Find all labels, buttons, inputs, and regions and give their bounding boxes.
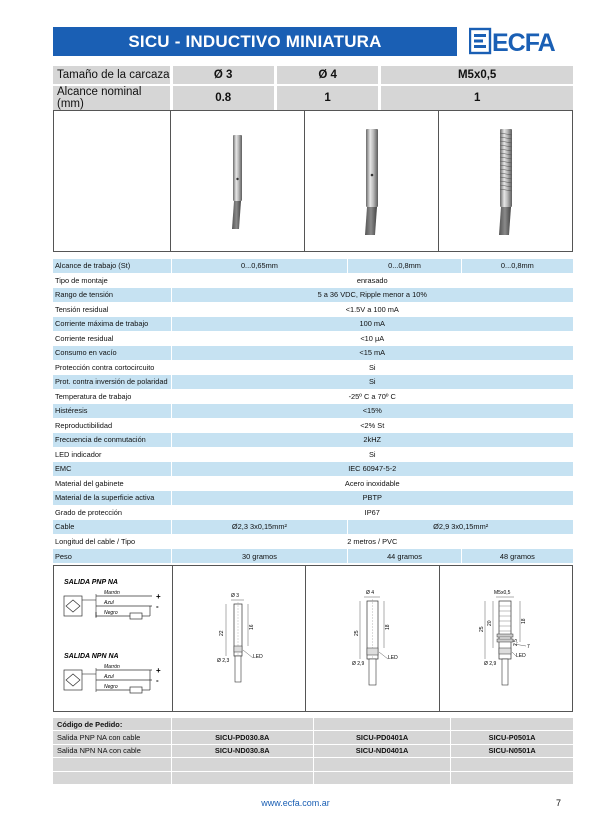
led-label: LED xyxy=(253,654,263,660)
spec-value: <10 μA xyxy=(171,331,573,346)
spec-value: IEC 60947-5-2 xyxy=(171,462,573,477)
dim-diameter-top: M5x0,5 xyxy=(493,590,511,596)
spec-value: PBTP xyxy=(171,491,573,506)
spec-row xyxy=(53,418,573,433)
led-label: LED xyxy=(388,655,399,661)
sensor-m5-image xyxy=(439,111,572,251)
order-empty-cell xyxy=(53,771,171,784)
spec-label: Peso xyxy=(53,549,171,564)
order-empty-cell xyxy=(171,718,313,731)
page-number: 7 xyxy=(556,798,562,808)
order-empty-cell xyxy=(313,758,450,771)
pnp-minus: - xyxy=(156,602,159,611)
spec-value: 2kHZ xyxy=(171,433,573,448)
dim-diameter-top: Ø 4 xyxy=(366,590,375,596)
dim-length-4: 2,5 xyxy=(512,639,519,646)
spec-label: Corriente máxima de trabajo xyxy=(53,317,171,332)
photo-sensor-4mm xyxy=(304,111,438,251)
spec-label: Temperatura de trabajo xyxy=(53,389,171,404)
dim-length-2: 16 xyxy=(249,624,255,630)
spec-label: Material del gabinete xyxy=(53,476,171,491)
spec-label: LED indicador xyxy=(53,447,171,462)
range-value: 0.8 xyxy=(171,85,275,111)
spec-value: Acero inoxidable xyxy=(171,476,573,491)
spec-label: Cable xyxy=(53,520,171,535)
order-code: SICU-N0501A xyxy=(451,744,573,757)
range-row xyxy=(53,85,573,111)
spec-row xyxy=(53,491,573,506)
npn-wire-black: Negro xyxy=(104,684,118,690)
spec-value: Si xyxy=(171,375,573,390)
order-empty-cell xyxy=(313,718,450,731)
spec-label: Rango de tensión xyxy=(53,288,171,303)
spec-row xyxy=(53,288,573,303)
order-code: SICU-P0501A xyxy=(451,731,573,744)
npn-wire-blue: Azul xyxy=(104,674,114,680)
size-value: Ø 3 xyxy=(171,66,275,85)
size-value: M5x0,5 xyxy=(380,66,573,85)
order-heading: Código de Pedido: xyxy=(53,718,171,731)
spec-row xyxy=(53,317,573,332)
pnp-plus: + xyxy=(156,592,161,601)
spec-row xyxy=(53,346,573,361)
spec-row xyxy=(53,259,573,274)
npn-title: SALIDA NPN NA xyxy=(64,653,119,660)
ecfa-logo-text: ECFA xyxy=(492,29,555,55)
order-empty-cell xyxy=(313,771,450,784)
photo-sensor-3mm xyxy=(170,111,304,251)
spec-value: 0...0,8mm xyxy=(461,259,573,274)
size-row-label: Tamaño de la carcaza xyxy=(53,66,171,85)
pnp-title: SALIDA PNP NA xyxy=(64,579,118,586)
order-empty-cell xyxy=(451,718,573,731)
order-label: Salida PNP NA con cable xyxy=(53,731,171,744)
spec-label: Tipo de montaje xyxy=(53,273,171,288)
drawing-4mm-svg xyxy=(306,566,439,711)
spec-row xyxy=(53,433,573,448)
spec-value: 0...0,65mm xyxy=(171,259,348,274)
dim-length-5: 7 xyxy=(526,644,530,650)
spec-value: 2 metros / PVC xyxy=(171,534,573,549)
range-row-label: Alcance nominal (mm) xyxy=(53,85,171,111)
spec-value: Si xyxy=(171,360,573,375)
sensor-4mm-image xyxy=(305,111,438,251)
dim-diameter-bottom: Ø 2,9 xyxy=(352,661,365,667)
pnp-wire-blue: Azul xyxy=(104,600,114,606)
spec-row xyxy=(53,331,573,346)
dim-length-2: 18 xyxy=(385,624,392,630)
spec-value: Ø2,9 3x0,15mm² xyxy=(348,520,573,535)
spec-value: 100 mA xyxy=(171,317,573,332)
spec-row xyxy=(53,534,573,549)
spec-row xyxy=(53,549,573,564)
range-value: 1 xyxy=(275,85,379,111)
order-row xyxy=(53,731,573,744)
npn-plus: + xyxy=(156,666,161,675)
spec-label: Material de la superficie activa xyxy=(53,491,171,506)
dim-diameter-bottom: Ø 2,3 xyxy=(217,658,230,664)
spec-value: <15% xyxy=(171,404,573,419)
led-label: LED xyxy=(515,653,526,659)
photo-label-cell xyxy=(54,111,170,251)
order-code: SICU-PD0401A xyxy=(313,731,450,744)
spec-row xyxy=(53,389,573,404)
drawing-4mm xyxy=(305,566,438,711)
order-head-row xyxy=(53,718,573,731)
spec-value: 0...0,8mm xyxy=(348,259,461,274)
order-empty-cell xyxy=(451,758,573,771)
spec-label: Corriente residual xyxy=(53,331,171,346)
spec-label: Tensión residual xyxy=(53,302,171,317)
ecfa-logo xyxy=(469,27,573,55)
order-row xyxy=(53,758,573,771)
spec-value: 48 gramos xyxy=(461,549,573,564)
sensor-3mm-image xyxy=(171,111,304,251)
spec-value: <2% St xyxy=(171,418,573,433)
spec-value: 5 a 36 VDC, Ripple menor a 10% xyxy=(171,288,573,303)
spec-label: Consumo en vacío xyxy=(53,346,171,361)
spec-row xyxy=(53,302,573,317)
dim-length-1: 25 xyxy=(354,630,361,636)
order-code: SICU-ND0401A xyxy=(313,744,450,757)
spec-value: enrasado xyxy=(171,273,573,288)
spec-value: IP67 xyxy=(171,505,573,520)
order-row xyxy=(53,771,573,784)
spec-label: EMC xyxy=(53,462,171,477)
order-code: SICU-PD030.8A xyxy=(171,731,313,744)
order-code-table xyxy=(53,717,573,784)
dim-diameter-top: Ø 3 xyxy=(231,593,240,599)
spec-value: <15 mA xyxy=(171,346,573,361)
spec-row xyxy=(53,520,573,535)
order-row xyxy=(53,744,573,757)
wiring-diagrams xyxy=(54,566,172,711)
dim-length-1: 22 xyxy=(219,630,225,636)
pnp-wire-black: Negro xyxy=(104,610,118,616)
product-photos xyxy=(53,110,573,252)
spec-row xyxy=(53,360,573,375)
spec-row xyxy=(53,462,573,477)
spec-label: Frecuencia de conmutación xyxy=(53,433,171,448)
spec-label: Protección contra cortocircuito xyxy=(53,360,171,375)
spec-row xyxy=(53,505,573,520)
spec-label: Grado de protección xyxy=(53,505,171,520)
specs-table xyxy=(53,258,573,563)
website-link[interactable]: www.ecfa.com.ar xyxy=(261,798,330,808)
dim-diameter-bottom: Ø 2,9 xyxy=(483,661,496,667)
page-title: SICU - INDUCTIVO MINIATURA xyxy=(53,27,457,56)
spec-row xyxy=(53,404,573,419)
order-empty-cell xyxy=(53,758,171,771)
spec-value: Si xyxy=(171,447,573,462)
drawing-m5 xyxy=(439,566,572,711)
dim-length-2: 20 xyxy=(486,620,493,626)
spec-row xyxy=(53,273,573,288)
spec-label: Prot. contra inversión de polaridad xyxy=(53,375,171,390)
spec-label: Histéresis xyxy=(53,404,171,419)
npn-minus: - xyxy=(156,676,159,685)
size-table xyxy=(53,66,573,112)
order-code: SICU-ND030.8A xyxy=(171,744,313,757)
spec-label: Reproductibilidad xyxy=(53,418,171,433)
photo-sensor-m5 xyxy=(438,111,572,251)
drawing-3mm-svg xyxy=(173,566,306,711)
spec-value: <1.5V a 100 mA xyxy=(171,302,573,317)
range-value: 1 xyxy=(380,85,573,111)
npn-wire-brown: Marrón xyxy=(104,664,120,670)
order-empty-cell xyxy=(451,771,573,784)
spec-row xyxy=(53,447,573,462)
order-empty-cell xyxy=(171,758,313,771)
drawing-m5-svg xyxy=(440,566,573,711)
spec-label: Longitud del cable / Tipo xyxy=(53,534,171,549)
dim-length-3: 18 xyxy=(520,618,527,624)
size-value: Ø 4 xyxy=(275,66,379,85)
spec-value: -25º C a 70º C xyxy=(171,389,573,404)
spec-label: Alcance de trabajo (St) xyxy=(53,259,171,274)
pnp-wire-brown: Marrón xyxy=(104,590,120,596)
drawing-3mm xyxy=(172,566,305,711)
spec-value: Ø2,3 3x0,15mm² xyxy=(171,520,348,535)
spec-row xyxy=(53,375,573,390)
spec-value: 30 gramos xyxy=(171,549,348,564)
diagram-section xyxy=(53,565,573,712)
spec-value: 44 gramos xyxy=(348,549,461,564)
wiring-svg xyxy=(54,566,172,711)
spec-row xyxy=(53,476,573,491)
order-empty-cell xyxy=(171,771,313,784)
size-row xyxy=(53,66,573,85)
order-label: Salida NPN NA con cable xyxy=(53,744,171,757)
dim-length-1: 25 xyxy=(478,626,485,632)
